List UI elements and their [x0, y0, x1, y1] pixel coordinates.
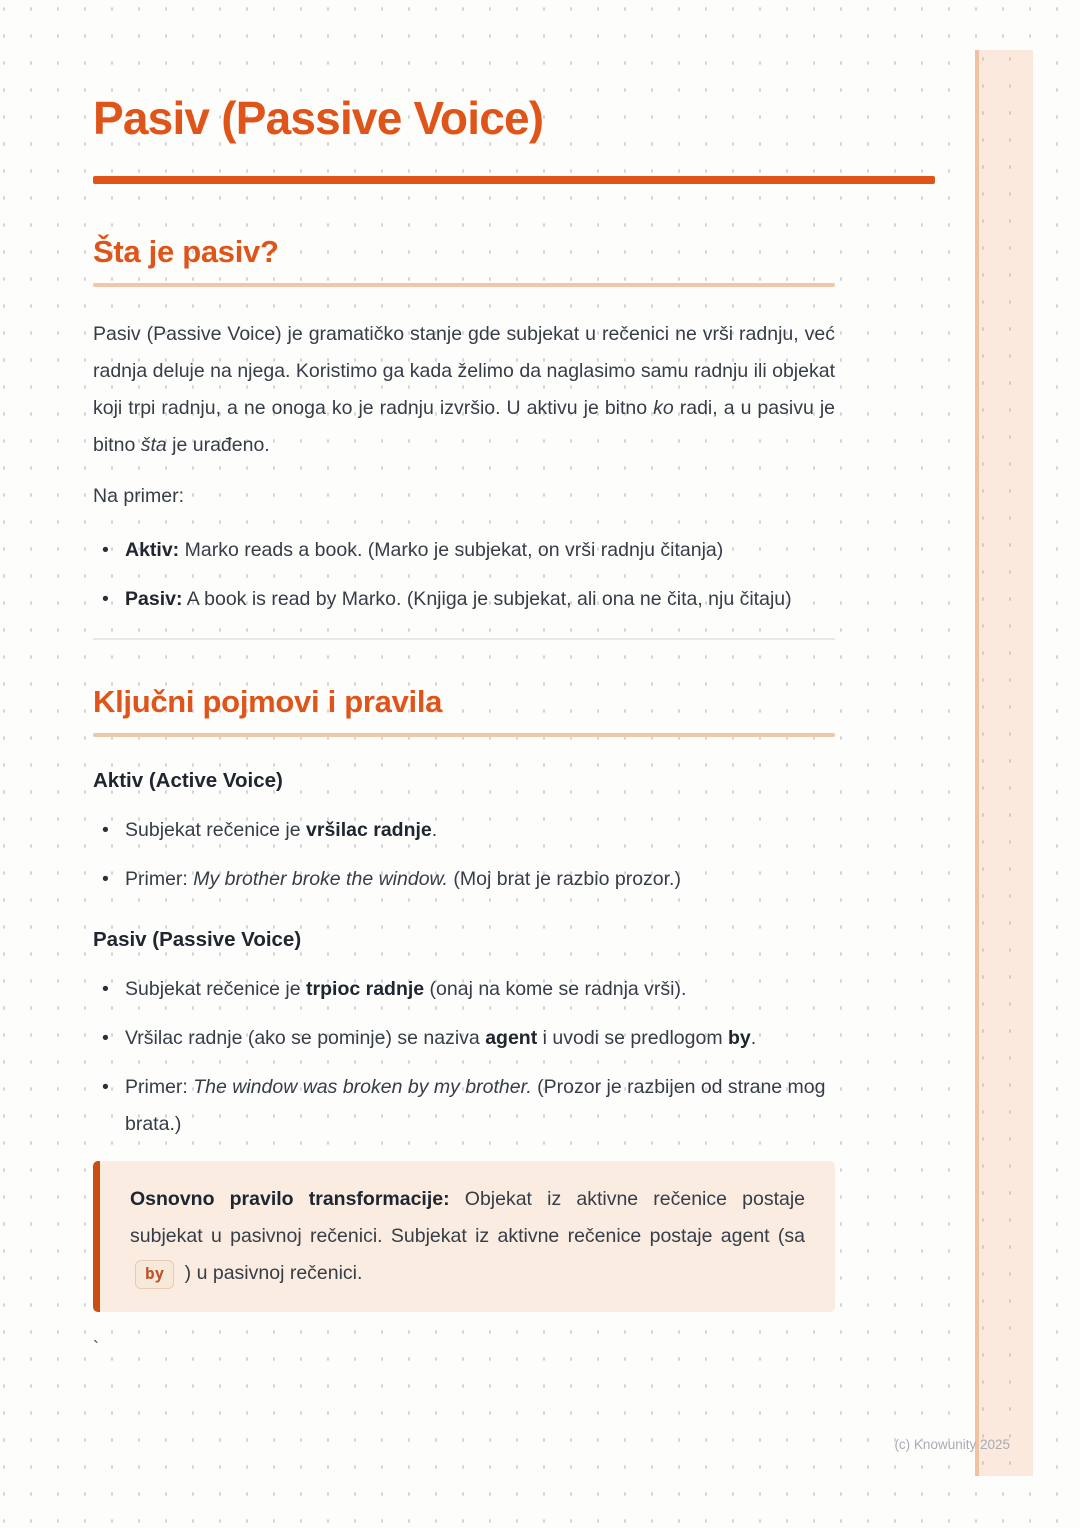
intro-paragraph: Pasiv (Passive Voice) je gramatičko stanje gde subjekat u rečenici ne vrši radnju, već radnja deluje na njega. Koristimo ga kada želimo da naglasimo samu radnju ili objekat koji trpi radnju, a ne onoga ko je radnju izvršio. U aktivu je bitno ko radi, a u pasivu je bitno šta je urađeno. [93, 323, 835, 456]
section-underline [93, 733, 835, 737]
list-item: • Primer: My brother broke the window. (Moj brat je razbio prozor.) [93, 861, 835, 898]
sub-heading-passive-voice: Pasiv (Passive Voice) [93, 928, 302, 951]
section-heading-what-is-passive: Šta je pasiv? [93, 234, 279, 269]
list-item-passive-example: • Pasiv: A book is read by Marko. (Knjiga je subjekat, ali ona ne čita, nju čitaju) [93, 581, 835, 618]
page-side-strip [975, 50, 1033, 1476]
title-rule [93, 176, 935, 184]
footer-credit: (c) Knowunity 2025 [894, 1437, 1010, 1452]
section-underline [93, 283, 835, 287]
list-item: • Vršilac radnje (ako se pominje) se naziva agent i uvodi se predlogom by. [93, 1020, 835, 1057]
passive-voice-list [93, 971, 835, 1143]
stray-backtick-mark: ` [93, 1338, 99, 1358]
example-lead-in: Na primer: [93, 485, 185, 507]
list-item-active-example: • Aktiv: Marko reads a book. (Marko je subjekat, on vrši radnju čitanja) [93, 532, 835, 569]
example-list [93, 532, 835, 618]
sub-heading-active-voice: Aktiv (Active Voice) [93, 769, 283, 792]
section-heading-key-terms: Ključni pojmovi i pravila [93, 684, 443, 719]
list-item: • Subjekat rečenice je vršilac radnje. [93, 812, 835, 849]
active-voice-list [93, 812, 835, 898]
document-body [93, 0, 835, 1359]
list-item: • Subjekat rečenice je trpioc radnje (onaj na kome se radnja vrši). [93, 971, 835, 1008]
inline-code-by: by [135, 1260, 174, 1289]
section-divider [93, 638, 835, 640]
list-item: • Primer: The window was broken by my brother. (Prozor je razbijen od strane mog brata.) [93, 1069, 835, 1143]
rule-callout: Osnovno pravilo transformacije: Objekat iz aktivne rečenice postaje subjekat u pasivnoj rečenici. Subjekat iz aktivne rečenice postaje agent (sa by ) u pasivnoj rečenici. [93, 1161, 835, 1312]
page-title: Pasiv (Passive Voice) [93, 92, 544, 144]
